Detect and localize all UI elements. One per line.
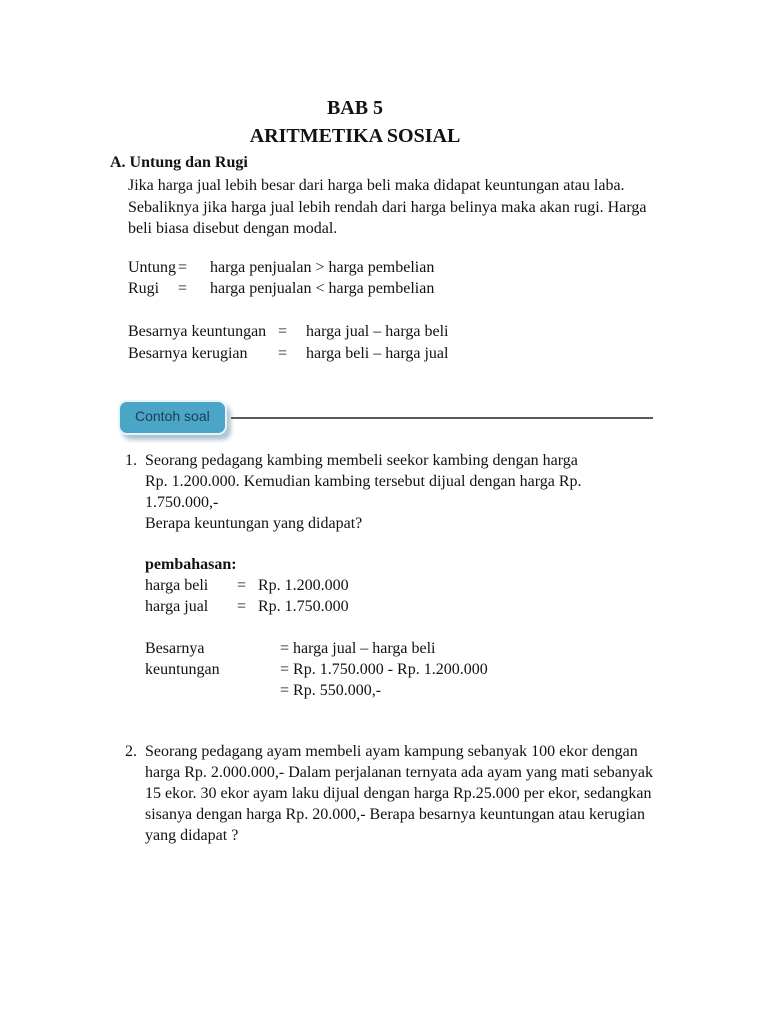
definition-term: Rugi: [128, 279, 160, 297]
problem-text-line: 15 ekor. 30 ekor ayam laku dijual dengan harga Rp.25.000 per ekor, sedangkan: [145, 784, 652, 802]
solution-block: [145, 638, 728, 701]
equals-sign: =: [178, 279, 188, 297]
contoh-soal-badge: [118, 400, 227, 435]
solution-label: Besarnya keuntungan: [145, 639, 220, 678]
problem-number: 1.: [125, 451, 137, 469]
equals-sign: =: [278, 322, 288, 340]
formula-term: Besarnya keuntungan: [128, 322, 267, 340]
formulas-block: [128, 321, 728, 365]
formula-row: [128, 343, 728, 365]
given-term: harga beli: [145, 576, 209, 594]
given-value: Rp. 1.750.000: [258, 597, 349, 615]
given-row: [145, 596, 728, 617]
equals-sign: =: [237, 576, 247, 594]
section-heading: A. Untung dan Rugi: [110, 154, 248, 171]
contoh-soal-header: [118, 401, 728, 435]
pembahasan-heading: pembahasan:: [145, 555, 237, 573]
definition-value: harga penjualan < harga pembelian: [210, 279, 435, 297]
definitions-block: [128, 257, 728, 299]
definition-row: [128, 257, 728, 278]
given-row: [145, 575, 728, 596]
problem-text-line: Seorang pedagang ayam membeli ayam kampung sebanyak 100 ekor dengan: [145, 742, 638, 760]
given-values-block: [145, 575, 728, 617]
solution-step: = Rp. 550.000,-: [280, 681, 382, 699]
equals-sign: =: [178, 258, 188, 276]
intro-paragraph: [128, 175, 728, 240]
problem-text-line: 1.750.000,-: [145, 493, 219, 511]
given-value: Rp. 1.200.000: [258, 576, 349, 594]
formula-row: [128, 321, 728, 343]
intro-line: Sebaliknya jika harga jual lebih rendah dari harga belinya maka akan rugi. Harga: [128, 198, 647, 216]
problem-text-line: Berapa keuntungan yang didapat?: [145, 514, 363, 532]
solution-step: = Rp. 1.750.000 - Rp. 1.200.000: [280, 660, 488, 678]
problem-text-line: sisanya dengan harga Rp. 20.000,- Berapa besarnya keuntungan atau kerugian: [145, 805, 645, 823]
definition-row: [128, 278, 728, 299]
definition-term: Untung: [128, 258, 176, 276]
problem-1: [110, 450, 728, 701]
given-term: harga jual: [145, 597, 209, 615]
chapter-name-title: ARITMETIKA SOSIAL: [249, 125, 461, 147]
chapter-number-title: BAB 5: [326, 97, 384, 119]
formula-value: harga jual – harga beli: [306, 322, 449, 340]
horizontal-rule: [231, 417, 653, 419]
problem-number: 2.: [125, 742, 137, 760]
intro-line: Jika harga jual lebih besar dari harga beli maka didapat keuntungan atau laba.: [128, 177, 625, 194]
solution-steps: [280, 638, 488, 701]
formula-term: Besarnya kerugian: [128, 344, 248, 362]
problem-text-line: Seorang pedagang kambing membeli seekor kambing dengan harga: [145, 451, 578, 469]
definition-value: harga penjualan > harga pembelian: [210, 258, 435, 276]
formula-value: harga beli – harga jual: [306, 344, 449, 362]
problem-2: [110, 741, 728, 846]
intro-line: beli biasa disebut dengan modal.: [128, 220, 338, 237]
problem-text-line: harga Rp. 2.000.000,- Dalam perjalanan ternyata ada ayam yang mati sebanyak: [145, 763, 653, 781]
equals-sign: =: [278, 344, 288, 362]
problem-text-line: yang didapat ?: [145, 826, 239, 844]
chapter-titles: [110, 94, 600, 150]
equals-sign: =: [237, 597, 247, 615]
problem-text-line: Rp. 1.200.000. Kemudian kambing tersebut dijual dengan harga Rp.: [145, 472, 582, 490]
solution-step: = harga jual – harga beli: [280, 639, 436, 657]
contoh-soal-badge-label: Contoh soal: [135, 408, 210, 424]
